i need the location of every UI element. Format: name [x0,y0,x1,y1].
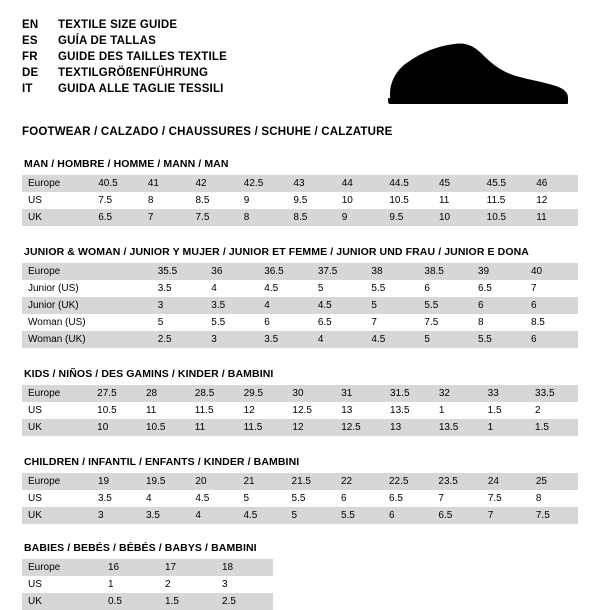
cell [100,314,151,331]
cell: 6.5 [432,507,481,524]
cell: 5.5 [418,297,472,314]
cell: 3.5 [205,297,258,314]
cell: 5.5 [335,507,383,524]
cell: 6 [472,297,525,314]
row-label: Junior (UK) [22,297,100,314]
cell: 20 [189,473,237,490]
cell: 28.5 [189,385,238,402]
cell: 10 [91,419,140,436]
cell: 9.5 [287,192,335,209]
cell: 5 [237,490,285,507]
cell: 22 [335,473,383,490]
language-title: GUÍA DE TALLAS [58,35,156,47]
row-label: Europe [22,175,92,192]
cell: 12 [530,192,578,209]
cell: 3 [216,576,273,593]
cell: 6.5 [92,209,142,226]
category-title: FOOTWEAR / CALZADO / CHAUSSURES / SCHUHE / CALZATURE [22,126,393,138]
table-row [22,490,578,507]
cell: 31 [335,385,384,402]
cell: 8 [472,314,525,331]
cell: 7 [432,490,481,507]
cell: 13.5 [433,419,482,436]
cell: 7.5 [482,490,530,507]
cell: 9 [238,192,288,209]
group-children [22,456,578,524]
cell: 27.5 [91,385,140,402]
row-label: UK [22,419,91,436]
cell: 36.5 [258,263,312,280]
group-title: CHILDREN / INFANTIL / ENFANTS / KINDER / BAMBINI [24,456,300,468]
cell: 8 [530,490,578,507]
cell: 35.5 [152,263,206,280]
cell: 46 [530,175,578,192]
language-code: ES [22,35,38,47]
table-row [22,314,578,331]
cell: 30 [286,385,335,402]
language-title: GUIDA ALLE TAGLIE TESSILI [58,83,224,95]
cell: 6 [383,507,432,524]
cell: 11 [140,402,189,419]
cell: 12 [286,419,335,436]
group-junior-woman [22,246,578,348]
cell: 19 [92,473,140,490]
cell: 3 [205,331,258,348]
cell: 10 [336,192,384,209]
cell: 45 [433,175,481,192]
language-row [22,18,227,33]
language-code: FR [22,51,38,63]
cell: 10.5 [140,419,189,436]
cell: 3.5 [92,490,140,507]
row-label: Woman (US) [22,314,100,331]
cell: 6 [418,280,472,297]
cell: 9 [336,209,384,226]
cell [100,280,151,297]
cell: 33.5 [529,385,578,402]
cell: 12 [238,402,287,419]
cell: 42.5 [238,175,288,192]
cell: 11 [433,192,481,209]
cell: 6.5 [472,280,525,297]
cell: 40 [525,263,578,280]
dress-shoe-icon [382,32,572,112]
cell: 13 [384,419,433,436]
cell [100,331,151,348]
cell: 4 [140,490,189,507]
cell: 8.5 [287,209,335,226]
cell: 2.5 [152,331,206,348]
cell: 7 [525,280,578,297]
cell: 5 [152,314,206,331]
cell: 36 [205,263,258,280]
cell: 39 [472,263,525,280]
cell: 38 [365,263,418,280]
cell: 10.5 [481,209,531,226]
row-label: UK [22,593,102,610]
cell: 4 [312,331,366,348]
table-row [22,192,578,209]
cell: 4.5 [312,297,366,314]
cell: 1.5 [159,593,216,610]
cell: 7 [482,507,530,524]
cell: 5.5 [365,280,418,297]
cell: 10.5 [91,402,140,419]
cell: 11.5 [189,402,238,419]
cell: 5.5 [286,490,335,507]
row-label: UK [22,209,92,226]
table-row [22,576,273,593]
table-row [22,402,578,419]
cell: 8 [142,192,190,209]
cell: 19.5 [140,473,189,490]
cell: 5 [312,280,366,297]
cell: 31.5 [384,385,433,402]
cell: 12.5 [335,419,384,436]
cell: 4 [205,280,258,297]
cell: 7.5 [189,209,237,226]
table-row [22,559,273,576]
group-title: MAN / HOMBRE / HOMME / MANN / MAN [24,158,229,170]
cell: 5.5 [205,314,258,331]
language-title: TEXTILE SIZE GUIDE [58,19,178,31]
language-row [22,82,227,97]
cell: 6 [525,331,578,348]
cell: 5 [365,297,418,314]
cell: 3 [152,297,206,314]
cell: 1 [102,576,159,593]
cell: 7.5 [92,192,142,209]
cell: 6 [335,490,383,507]
cell: 7 [365,314,418,331]
cell: 11.5 [481,192,531,209]
cell: 4 [189,507,237,524]
cell: 8.5 [525,314,578,331]
cell: 11 [189,419,238,436]
language-title: TEXTILGRÖßENFÜHRUNG [58,67,209,79]
cell: 44 [336,175,384,192]
cell: 5 [418,331,472,348]
cell: 17 [159,559,216,576]
cell: 33 [482,385,529,402]
cell: 38.5 [418,263,472,280]
cell: 4.5 [365,331,418,348]
cell: 40.5 [92,175,142,192]
cell: 45.5 [481,175,531,192]
table-row [22,419,578,436]
cell: 29.5 [238,385,287,402]
row-label: US [22,576,102,593]
cell: 28 [140,385,189,402]
row-label: Europe [22,263,100,280]
cell: 2.5 [216,593,273,610]
row-label: Junior (US) [22,280,100,297]
table-row [22,209,578,226]
cell: 44.5 [383,175,433,192]
cell: 7.5 [530,507,578,524]
row-label: US [22,490,92,507]
cell: 21 [237,473,285,490]
cell: 8 [238,209,288,226]
group-kids [22,368,578,436]
cell: 10.5 [383,192,433,209]
cell: 2 [529,402,578,419]
language-code: IT [22,83,33,95]
row-label: Europe [22,559,102,576]
cell: 7 [142,209,190,226]
table-row [22,473,578,490]
cell: 6.5 [383,490,432,507]
group-title: BABIES / BEBÉS / BÉBÉS / BABYS / BAMBINI [24,542,257,554]
row-label: Woman (UK) [22,331,100,348]
cell: 11.5 [238,419,287,436]
cell: 1.5 [529,419,578,436]
language-title: GUIDE DES TAILLES TEXTILE [58,51,227,63]
cell: 1 [482,419,529,436]
cell: 8.5 [189,192,237,209]
cell: 1 [433,402,482,419]
group-title: JUNIOR & WOMAN / JUNIOR Y MUJER / JUNIOR ET FEMME / JUNIOR UND FRAU / JUNIOR E DONA [24,246,529,258]
table-row [22,280,578,297]
cell: 9.5 [383,209,433,226]
cell: 22.5 [383,473,432,490]
cell: 37.5 [312,263,366,280]
cell: 4.5 [258,280,312,297]
cell: 43 [287,175,335,192]
cell: 4.5 [237,507,285,524]
table-row [22,263,578,280]
cell: 11 [530,209,578,226]
cell: 42 [189,175,237,192]
table-row [22,331,578,348]
row-label: US [22,192,92,209]
row-label: Europe [22,473,92,490]
cell: 25 [530,473,578,490]
size-table-man [22,175,578,226]
cell: 7.5 [418,314,472,331]
size-table-junior-woman [22,263,578,348]
cell: 24 [482,473,530,490]
language-code: EN [22,19,39,31]
cell: 2 [159,576,216,593]
size-table-babies [22,559,273,610]
table-row [22,593,273,610]
cell: 41 [142,175,190,192]
language-row [22,66,227,81]
cell: 32 [433,385,482,402]
cell: 23.5 [432,473,481,490]
group-title: KIDS / NIÑOS / DES GAMINS / KINDER / BAMBINI [24,368,274,380]
cell: 3.5 [140,507,189,524]
cell: 0.5 [102,593,159,610]
cell: 6 [525,297,578,314]
cell [100,263,151,280]
cell: 6 [258,314,312,331]
table-row [22,175,578,192]
cell: 3.5 [152,280,206,297]
cell: 4 [258,297,312,314]
cell: 5 [286,507,335,524]
size-table-children [22,473,578,524]
cell: 5.5 [472,331,525,348]
row-label: Europe [22,385,91,402]
language-row [22,50,227,65]
cell: 4.5 [189,490,237,507]
cell: 21.5 [286,473,335,490]
language-title-list [22,18,227,97]
cell: 18 [216,559,273,576]
cell: 3.5 [258,331,312,348]
row-label: UK [22,507,92,524]
cell [100,297,151,314]
cell: 10 [433,209,481,226]
row-label: US [22,402,91,419]
cell: 1.5 [482,402,529,419]
cell: 13 [335,402,384,419]
table-row [22,297,578,314]
group-man [22,158,578,226]
table-row [22,385,578,402]
language-row [22,34,227,49]
size-table-kids [22,385,578,436]
cell: 12.5 [286,402,335,419]
cell: 13.5 [384,402,433,419]
cell: 6.5 [312,314,366,331]
cell: 16 [102,559,159,576]
cell: 3 [92,507,140,524]
table-row [22,507,578,524]
document-header [22,18,578,112]
language-code: DE [22,67,39,79]
